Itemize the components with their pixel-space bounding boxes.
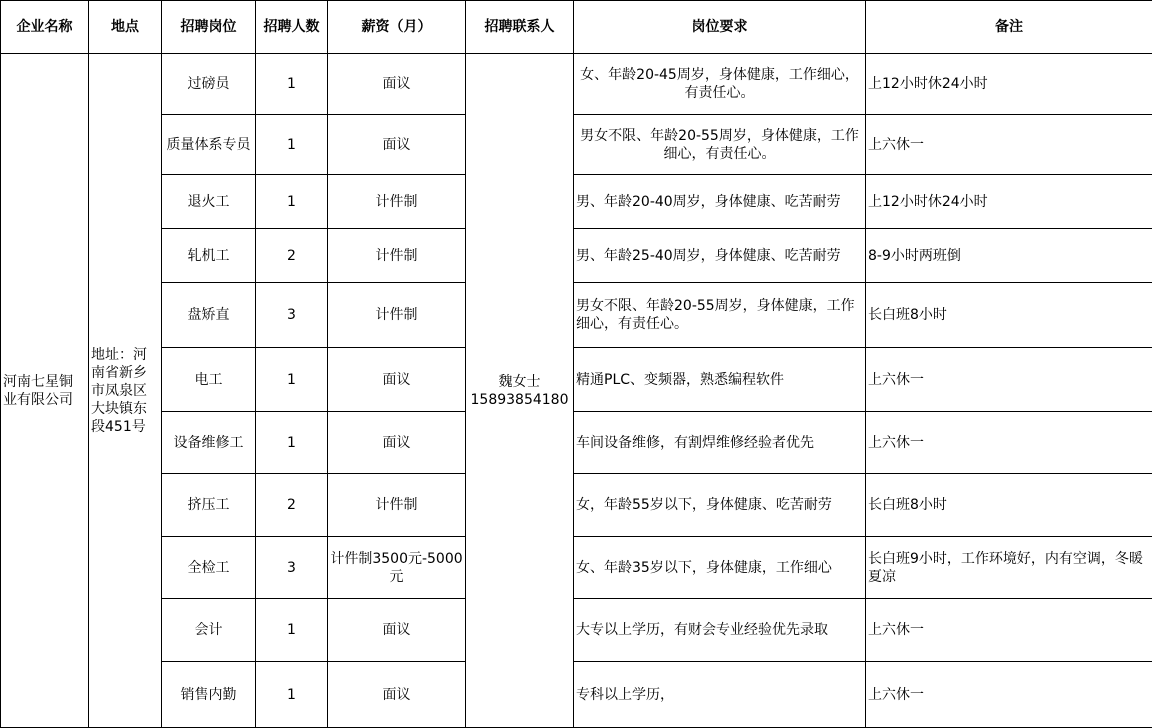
table-row bbox=[1, 115, 1152, 175]
position-cell: 质量体系专员 bbox=[162, 115, 256, 175]
table-row bbox=[1, 662, 1152, 728]
contact-phone: 15893854180 bbox=[468, 391, 571, 409]
salary-cell: 面议 bbox=[328, 599, 466, 662]
table-row bbox=[1, 412, 1152, 474]
salary-cell: 面议 bbox=[328, 412, 466, 474]
count-cell: 1 bbox=[256, 54, 328, 115]
note-cell: 长白班8小时 bbox=[866, 474, 1152, 537]
company-name: 河南七星铜业有限公司 bbox=[1, 54, 89, 728]
requirement-cell: 男女不限、年龄20-55周岁，身体健康，工作细心，有责任心。 bbox=[574, 115, 866, 175]
note-cell: 上12小时休24小时 bbox=[866, 175, 1152, 229]
table-row bbox=[1, 474, 1152, 537]
note-cell: 上六休一 bbox=[866, 599, 1152, 662]
note-cell: 长白班8小时 bbox=[866, 283, 1152, 348]
header-notes: 备注 bbox=[866, 1, 1152, 54]
note-cell: 长白班9小时，工作环境好，内有空调，冬暖夏凉 bbox=[866, 537, 1152, 599]
position-cell: 过磅员 bbox=[162, 54, 256, 115]
requirement-cell: 精通PLC、变频器，熟悉编程软件 bbox=[574, 348, 866, 412]
header-company: 企业名称 bbox=[1, 1, 89, 54]
count-cell: 3 bbox=[256, 283, 328, 348]
table-row bbox=[1, 283, 1152, 348]
table-row bbox=[1, 599, 1152, 662]
header-position: 招聘岗位 bbox=[162, 1, 256, 54]
requirement-cell: 男、年龄20-40周岁，身体健康、吃苦耐劳 bbox=[574, 175, 866, 229]
count-cell: 1 bbox=[256, 175, 328, 229]
salary-cell: 计件制 bbox=[328, 474, 466, 537]
note-cell: 8-9小时两班倒 bbox=[866, 229, 1152, 283]
salary-cell: 计件制 bbox=[328, 229, 466, 283]
count-cell: 1 bbox=[256, 599, 328, 662]
header-row bbox=[1, 1, 1152, 54]
header-contact: 招聘联系人 bbox=[466, 1, 574, 54]
position-cell: 挤压工 bbox=[162, 474, 256, 537]
position-cell: 会计 bbox=[162, 599, 256, 662]
contact-name: 魏女士 bbox=[468, 373, 571, 391]
requirement-cell: 男女不限、年龄20-55周岁，身体健康，工作细心，有责任心。 bbox=[574, 283, 866, 348]
salary-cell: 计件制3500元-5000元 bbox=[328, 537, 466, 599]
requirement-cell: 女、年龄20-45周岁，身体健康，工作细心，有责任心。 bbox=[574, 54, 866, 115]
note-cell: 上六休一 bbox=[866, 115, 1152, 175]
note-cell: 上六休一 bbox=[866, 348, 1152, 412]
table-row bbox=[1, 537, 1152, 599]
table-row bbox=[1, 229, 1152, 283]
note-cell: 上12小时休24小时 bbox=[866, 54, 1152, 115]
header-requirements: 岗位要求 bbox=[574, 1, 866, 54]
position-cell: 盘矫直 bbox=[162, 283, 256, 348]
header-location: 地点 bbox=[89, 1, 162, 54]
salary-cell: 面议 bbox=[328, 115, 466, 175]
salary-cell: 面议 bbox=[328, 348, 466, 412]
count-cell: 2 bbox=[256, 474, 328, 537]
requirement-cell: 男、年龄25-40周岁，身体健康、吃苦耐劳 bbox=[574, 229, 866, 283]
requirement-cell: 大专以上学历，有财会专业经验优先录取 bbox=[574, 599, 866, 662]
count-cell: 1 bbox=[256, 348, 328, 412]
count-cell: 2 bbox=[256, 229, 328, 283]
table-row bbox=[1, 54, 1152, 115]
salary-cell: 计件制 bbox=[328, 283, 466, 348]
requirement-cell: 专科以上学历， bbox=[574, 662, 866, 728]
requirement-cell: 女、年龄35岁以下，身体健康，工作细心 bbox=[574, 537, 866, 599]
position-cell: 退火工 bbox=[162, 175, 256, 229]
count-cell: 1 bbox=[256, 412, 328, 474]
note-cell: 上六休一 bbox=[866, 412, 1152, 474]
contact-cell bbox=[466, 54, 574, 728]
table-row bbox=[1, 175, 1152, 229]
position-cell: 电工 bbox=[162, 348, 256, 412]
requirement-cell: 女，年龄55岁以下，身体健康、吃苦耐劳 bbox=[574, 474, 866, 537]
header-count: 招聘人数 bbox=[256, 1, 328, 54]
position-cell: 设备维修工 bbox=[162, 412, 256, 474]
company-location: 地址：河南省新乡市凤泉区大块镇东段451号 bbox=[89, 54, 162, 728]
requirement-cell: 车间设备维修，有割焊维修经验者优先 bbox=[574, 412, 866, 474]
salary-cell: 面议 bbox=[328, 54, 466, 115]
count-cell: 1 bbox=[256, 115, 328, 175]
position-cell: 轧机工 bbox=[162, 229, 256, 283]
count-cell: 3 bbox=[256, 537, 328, 599]
salary-cell: 计件制 bbox=[328, 175, 466, 229]
count-cell: 1 bbox=[256, 662, 328, 728]
header-salary: 薪资（月） bbox=[328, 1, 466, 54]
salary-cell: 面议 bbox=[328, 662, 466, 728]
position-cell: 全检工 bbox=[162, 537, 256, 599]
note-cell: 上六休一 bbox=[866, 662, 1152, 728]
position-cell: 销售内勤 bbox=[162, 662, 256, 728]
table-row bbox=[1, 348, 1152, 412]
